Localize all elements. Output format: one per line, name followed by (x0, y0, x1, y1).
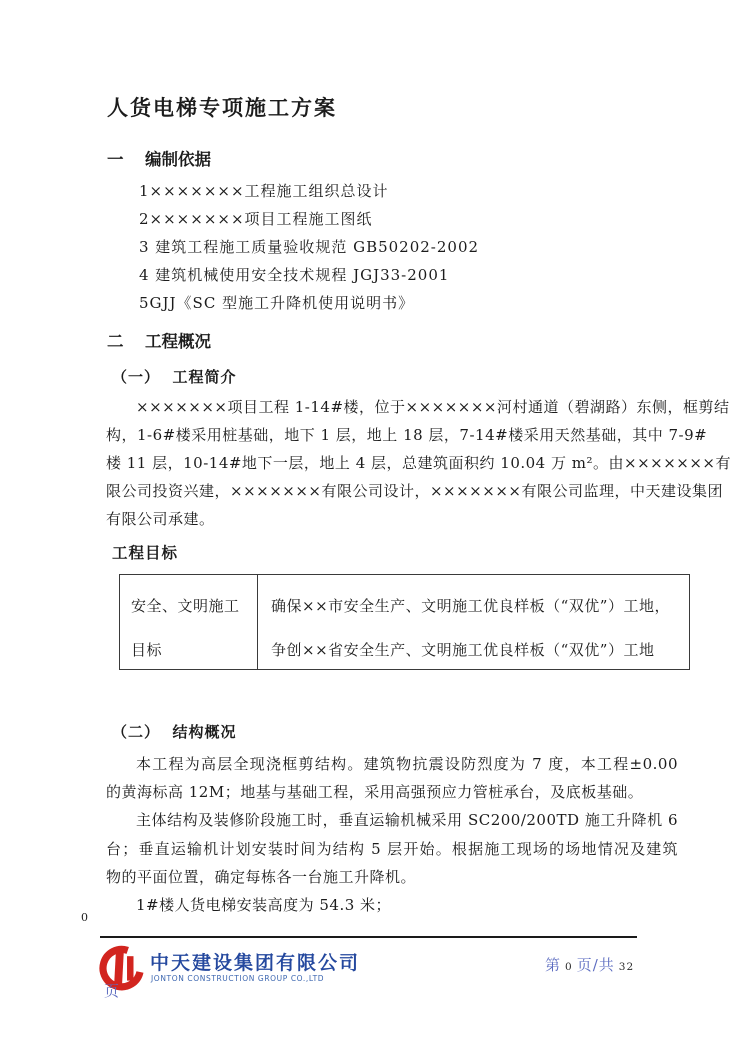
paragraph-line: 1#楼人货电梯安装高度为 54.3 米； (136, 896, 392, 914)
footnote-marker: 0 (81, 911, 88, 924)
company-name-en: JONTON CONSTRUCTION GROUP CO.,LTD (151, 974, 325, 983)
paragraph-line: 的黄海标高 12M；地基与基础工程，采用高强预应力管桩承台，及底板基础。 (106, 783, 644, 801)
page-current-number: 0 (565, 961, 573, 973)
goal-table-content-line: 争创××省安全生产、文明施工优良样板（“双优”）工地 (271, 641, 655, 659)
reference-list-item: 4 建筑机械使用安全技术规程 JGJ33-2001 (139, 266, 450, 284)
paragraph-line: ×××××××项目工程 1-14#楼，位于×××××××河村通道（碧湖路）东侧，框剪结 (136, 398, 730, 416)
reference-list-item: 5GJJ《SC 型施工升降机使用说明书》 (139, 294, 415, 312)
paragraph-line: 台；垂直运输机计划安装时间为结构 5 层开始。根据施工现场的场地情况及建筑 (106, 840, 678, 858)
subsection2-title: 结构概况 (172, 723, 237, 741)
paragraph-line: 构，1-6#楼采用桩基础，地下 1 层，地上 18 层，7-14#楼采用天然基础，其中 7-9# (106, 426, 708, 444)
goal-table (119, 574, 690, 670)
reference-list-item: 3 建筑工程施工质量验收规范 GB50202-2002 (139, 238, 480, 256)
goal-table-content-line: 确保××市安全生产、文明施工优良样板（“双优”）工地， (271, 597, 670, 615)
subsection2-heading (112, 721, 236, 742)
goal-table-header-cell (120, 575, 258, 669)
subsection1-number: （一） (112, 368, 161, 386)
section2-heading (107, 328, 211, 352)
paragraph-line: 限公司投资兴建，×××××××有限公司设计，×××××××有限公司监理，中天建设集团 (106, 482, 723, 500)
reference-list-item: 1×××××××工程施工组织总设计 (139, 182, 389, 200)
paragraph-line: 楼 11 层，10-14#地下一层，地上 4 层，总建筑面积约 10.04 万 m²。由×××××××有 (106, 454, 731, 472)
paragraph-line: 有限公司承建。 (106, 510, 215, 528)
reference-list-item: 2×××××××项目工程施工图纸 (139, 210, 373, 228)
company-name-cn: 中天建设集团有限公司 (150, 952, 361, 974)
page-number-wrap: 页 (104, 982, 120, 1000)
paragraph-line: 主体结构及装修阶段施工时，垂直运输机械采用 SC200/200TD 施工升降机 6 (136, 811, 678, 829)
footer-separator (100, 936, 637, 938)
doc-title: 人货电梯专项施工方案 (107, 95, 337, 120)
goal-heading: 工程目标 (112, 543, 179, 562)
goal-table-content-cell (258, 575, 689, 669)
subsection1-heading (112, 366, 236, 387)
page-label-mid: 页/共 (576, 956, 615, 974)
section1-title: 编制依据 (145, 150, 211, 169)
subsection2-number: （二） (112, 723, 161, 741)
page-label-front: 第 (545, 956, 562, 974)
goal-table-header-line: 安全、文明施工 (131, 597, 240, 615)
section1-heading (107, 146, 211, 170)
section1-number: 一 (107, 150, 124, 169)
page-number (545, 954, 638, 975)
subsection1-title: 工程简介 (172, 368, 237, 386)
section2-title: 工程概况 (145, 332, 211, 351)
section2-number: 二 (107, 332, 124, 351)
goal-table-header-line: 目标 (131, 641, 163, 659)
page-total-number: 32 (618, 961, 635, 973)
paragraph-line: 本工程为高层全现浇框剪结构。建筑物抗震设防烈度为 7 度，本工程±0.00 (136, 755, 678, 773)
paragraph-line: 物的平面位置，确定每栋各一台施工升降机。 (106, 868, 417, 886)
